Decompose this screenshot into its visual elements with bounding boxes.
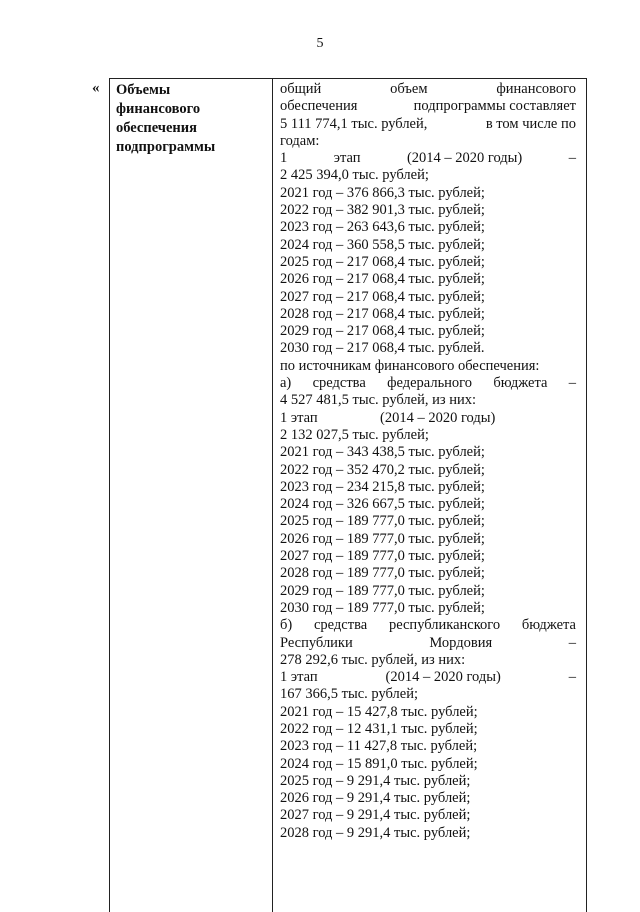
federal-total: 4 527 481,5 тыс. рублей, из них: (280, 392, 476, 409)
text-word: федерального (387, 375, 473, 392)
year-line: 2027 год – 217 068,4 тыс. рублей; (280, 288, 485, 305)
year-line: 2024 год – 15 891,0 тыс. рублей; (280, 755, 478, 772)
label-cell (110, 79, 273, 912)
stage-label: 1 этап (280, 669, 318, 686)
year-line: 2024 год – 326 667,5 тыс. рублей; (280, 496, 485, 513)
stage-years: (2014 – 2020 годы) (385, 669, 501, 686)
text-word: республиканского (388, 617, 501, 634)
opening-quote-mark: « (92, 80, 100, 96)
intro-line (280, 116, 576, 133)
year-line: 2025 год – 9 291,4 тыс. рублей; (280, 772, 471, 789)
text-word: – (568, 375, 576, 392)
text-word: в том числе по (485, 115, 576, 132)
year-line: 2021 год – 343 438,5 тыс. рублей; (280, 444, 485, 461)
year-line: 2025 год – 189 777,0 тыс. рублей; (280, 513, 485, 530)
year-line: 2024 год – 360 558,5 тыс. рублей; (280, 236, 485, 253)
text-word: подпрограммы составляет (413, 98, 576, 115)
stage-total: 2 425 394,0 тыс. рублей; (280, 167, 429, 184)
stage-label: 1 этап (280, 409, 318, 426)
stage-dash: – (568, 150, 576, 167)
sources-header: по источникам финансового обеспечения: (280, 357, 540, 374)
year-line: 2026 год – 217 068,4 тыс. рублей; (280, 271, 485, 288)
year-line: 2023 год – 11 427,8 тыс. рублей; (280, 738, 478, 755)
republic-stage-total: 167 366,5 тыс. рублей; (280, 686, 418, 703)
year-line: 2026 год – 189 777,0 тыс. рублей; (280, 530, 485, 547)
text-word: объем (390, 81, 428, 97)
text-word: а) (280, 375, 292, 392)
republic-stage-line (280, 669, 576, 686)
label-line: Объемы (116, 82, 171, 98)
year-line: 2021 год – 15 427,8 тыс. рублей; (280, 703, 478, 720)
year-line: 2023 год – 263 643,6 тыс. рублей; (280, 219, 485, 236)
year-line: 2029 год – 189 777,0 тыс. рублей; (280, 582, 485, 599)
year-line: 2028 год – 9 291,4 тыс. рублей; (280, 824, 471, 841)
text-word: обеспечения (280, 98, 358, 115)
stage-number: 1 (280, 150, 288, 167)
year-line: 2025 год – 217 068,4 тыс. рублей; (280, 253, 485, 270)
text-word: 5 111 774,1 тыс. рублей, (280, 115, 428, 132)
stage-years: (2014 – 2020 годы) (380, 409, 496, 426)
text-word: бюджета (521, 617, 576, 634)
intro-line (280, 98, 576, 115)
year-line: 2030 год – 189 777,0 тыс. рублей; (280, 599, 485, 616)
text-word: Мордовия (429, 634, 493, 651)
stage-word: этап (333, 150, 361, 167)
text-word: Республики (280, 634, 353, 651)
text-word: средства (312, 375, 366, 392)
year-line: 2027 год – 9 291,4 тыс. рублей; (280, 807, 471, 824)
year-line: 2023 год – 234 215,8 тыс. рублей; (280, 478, 485, 495)
federal-budget-line (280, 375, 576, 392)
text-word: – (568, 634, 576, 651)
page-number: 5 (316, 36, 324, 51)
intro-line (280, 81, 576, 98)
financing-table (109, 78, 587, 912)
stage-line (280, 150, 576, 167)
year-line: 2028 год – 189 777,0 тыс. рублей; (280, 565, 485, 582)
year-line: 2026 год – 9 291,4 тыс. рублей; (280, 790, 471, 807)
year-line: 2022 год – 352 470,2 тыс. рублей; (280, 461, 485, 478)
intro-line: годам: (280, 132, 320, 149)
text-word: средства (314, 617, 368, 634)
label-line: подпрограммы (116, 139, 216, 155)
text-word: финансового (496, 81, 576, 97)
year-line: 2022 год – 12 431,1 тыс. рублей; (280, 720, 478, 737)
stage-years: (2014 – 2020 годы) (406, 150, 523, 167)
republic-budget-line (280, 635, 576, 652)
federal-stage-total: 2 132 027,5 тыс. рублей; (280, 426, 429, 443)
text-word: бюджета (493, 375, 548, 392)
text-word: общий (280, 81, 322, 97)
label-line: финансового (116, 101, 201, 117)
text-word: б) (280, 617, 293, 634)
year-line: 2021 год – 376 866,3 тыс. рублей; (280, 184, 485, 201)
stage-dash: – (568, 669, 576, 686)
year-line: 2022 год – 382 901,3 тыс. рублей; (280, 202, 485, 219)
label-line: обеспечения (116, 120, 197, 136)
republic-budget-line (280, 617, 576, 634)
content-cell (273, 79, 586, 912)
year-line: 2029 год – 217 068,4 тыс. рублей; (280, 323, 485, 340)
year-line: 2030 год – 217 068,4 тыс. рублей. (280, 340, 485, 357)
year-line: 2028 год – 217 068,4 тыс. рублей; (280, 305, 485, 322)
federal-stage-line (280, 410, 576, 427)
republic-total: 278 292,6 тыс. рублей, из них: (280, 651, 466, 668)
year-line: 2027 год – 189 777,0 тыс. рублей; (280, 548, 485, 565)
